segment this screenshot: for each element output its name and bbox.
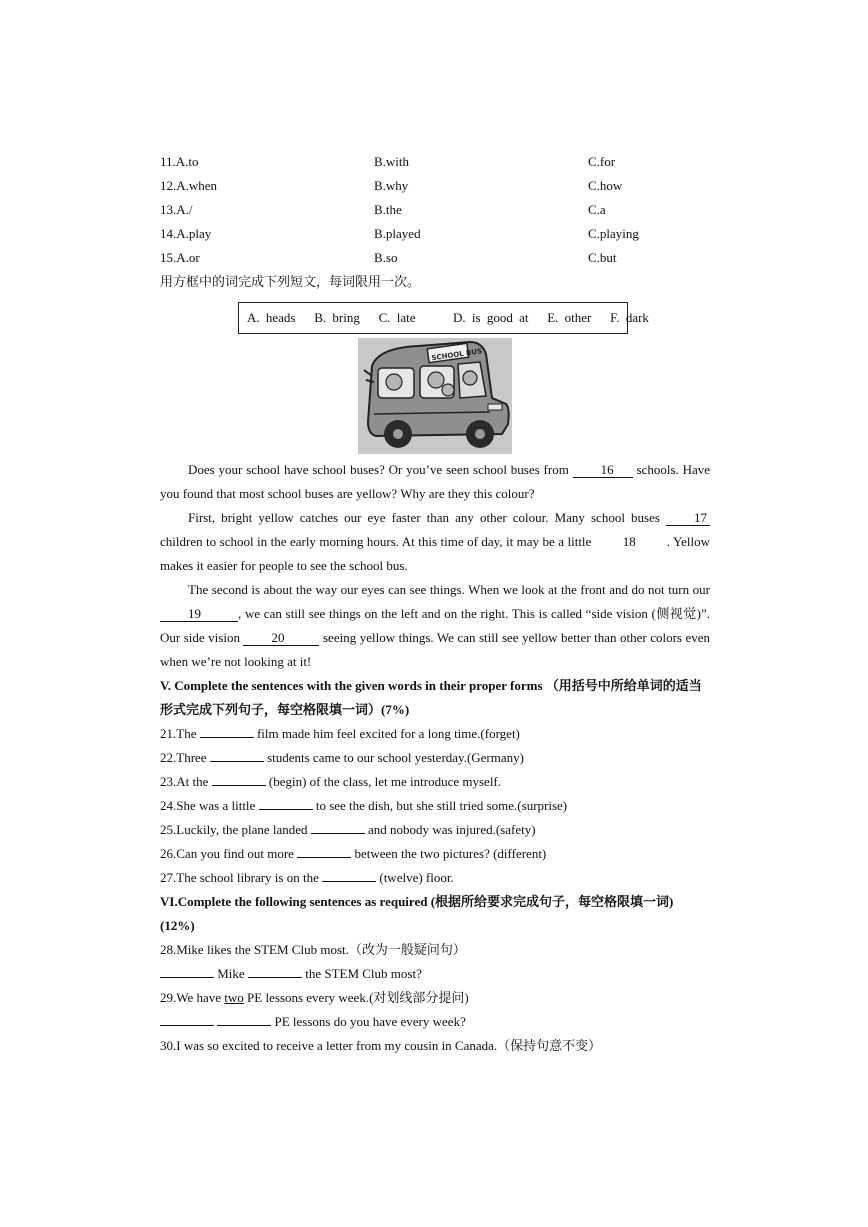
section-6-title-cn: (根据所给要求完成句子，每空格限填一词) (430, 894, 674, 909)
option-12-c: C.how (588, 178, 623, 193)
q21-post: film made him feel excited for a long time.(forget) (256, 726, 520, 741)
school-bus-image (358, 338, 512, 454)
q25-blank[interactable] (311, 833, 365, 834)
section-5-heading (160, 674, 710, 722)
passage-p1-b: schools. Have you found that most school buses are yellow? Why are they this colour? (160, 462, 711, 501)
q27-pre: 27.The school library is on the (160, 870, 319, 885)
passage-p3-a: The second is about the way our eyes can see things. When we look at the front and do not turn our (188, 582, 710, 597)
blank-17[interactable]: 17 (666, 511, 710, 526)
mc-options (160, 150, 710, 270)
question-26 (160, 842, 710, 866)
blank-19[interactable]: 19 (160, 607, 238, 622)
passage-p3-c: seeing yellow things. We can still see yellow better than other colors even when we’re not looking at it! (160, 630, 711, 669)
bus-sign-text: SCHOOL BUS (431, 347, 483, 363)
option-11-b: B.with (374, 154, 410, 169)
question-24 (160, 794, 710, 818)
q29-blank-2[interactable] (217, 1025, 271, 1026)
mc-row-12 (160, 174, 710, 198)
school-bus-illustration (358, 338, 512, 454)
q27-blank[interactable] (322, 881, 376, 882)
worksheet-page (160, 150, 710, 1058)
q23-post: (begin) of the class, let me introduce myself. (268, 774, 502, 789)
passage-p2-b: children to school in the early morning hours. At this time of day, it may be a little (160, 534, 592, 549)
q29-pre: 29.We have (160, 990, 222, 1005)
option-12-b: B.why (374, 178, 409, 193)
option-15-c: C.but (588, 250, 617, 265)
passage-p1-a: Does your school have school buses? Or you’ve seen school buses from (188, 462, 569, 477)
question-21 (160, 722, 710, 746)
q25-post: and nobody was injured.(safety) (368, 822, 536, 837)
mc-row-11 (160, 150, 710, 174)
option-12-a: 12.A.when (160, 178, 218, 193)
q28-blank-2[interactable] (248, 977, 302, 978)
passage-paragraph-3 (160, 578, 710, 674)
q29-blank-1[interactable] (160, 1025, 214, 1026)
q21-blank[interactable] (200, 737, 254, 738)
q23-blank[interactable] (212, 785, 266, 786)
option-11-c: C.for (588, 154, 616, 169)
passage-p3-b: , we can still see things on the left and on the right. This is called “side vision (侧视觉)”. Our side vision (160, 606, 710, 645)
question-23 (160, 770, 710, 794)
question-28-answer (160, 962, 710, 986)
q22-blank[interactable] (210, 761, 264, 762)
q26-pre: 26.Can you find out more (160, 846, 294, 861)
section-6-title-en: VI.Complete the following sentences as required (160, 894, 428, 909)
option-15-a: 15.A.or (160, 250, 200, 265)
question-28: 28.Mike likes the STEM Club most.（改为一般疑问句） (160, 942, 466, 957)
option-15-b: B.so (374, 250, 398, 265)
section-6-percent: (12%) (160, 918, 195, 933)
question-27 (160, 866, 710, 890)
q24-post: to see the dish, but she still tried some.(surprise) (315, 798, 568, 813)
section-5-title-en: V. Complete the sentences with the given words in their proper forms (160, 678, 543, 693)
q21-pre: 21.The (160, 726, 197, 741)
q26-post: between the two pictures? (different) (354, 846, 547, 861)
q29-post: PE lessons every week.(对划线部分提问) (247, 990, 469, 1005)
mc-row-15 (160, 246, 710, 270)
option-14-b: B.played (374, 226, 421, 241)
blank-16[interactable]: 16 (573, 463, 633, 478)
q28-end: the STEM Club most? (305, 966, 422, 981)
fill-instruction: 用方框中的词完成下列短文，每词限用一次。 (160, 274, 421, 289)
option-13-b: B.the (374, 202, 402, 217)
passage-paragraph-2 (160, 506, 710, 578)
question-22 (160, 746, 710, 770)
passage-p2-c: . Yellow makes it easier for people to see the school bus. (160, 534, 710, 573)
q28-mid: Mike (217, 966, 245, 981)
question-29-answer (160, 1010, 710, 1034)
option-14-a: 14.A.play (160, 226, 212, 241)
q22-pre: 22.Three (160, 750, 207, 765)
passage-p2-a: First, bright yellow catches our eye faster than any other colour. Many school buses (188, 510, 660, 525)
q23-pre: 23.At the (160, 774, 209, 789)
option-14-c: C.playing (588, 226, 639, 241)
q24-pre: 24.She was a little (160, 798, 256, 813)
mc-row-13 (160, 198, 710, 222)
section-5-title-cn: （用括号中所给单词的适当形式完成下列句子，每空格限填一词）(7%) (160, 678, 702, 717)
q22-post: students came to our school yesterday.(Germany) (267, 750, 524, 765)
passage-paragraph-1 (160, 458, 710, 506)
word-box: A. heads B. bring C. late D. is good at E. other F. dark (238, 302, 628, 334)
blank-20[interactable]: 20 (243, 631, 319, 646)
q27-post: (twelve) floor. (379, 870, 454, 885)
mc-row-14 (160, 222, 710, 246)
option-13-a: 13.A./ (160, 202, 193, 217)
q24-blank[interactable] (259, 809, 313, 810)
question-29 (160, 986, 710, 1010)
q29-underlined-word: two (224, 990, 244, 1005)
option-11-a: 11.A.to (160, 154, 199, 169)
q26-blank[interactable] (297, 857, 351, 858)
q28-blank-1[interactable] (160, 977, 214, 978)
option-13-c: C.a (588, 202, 606, 217)
question-30: 30.I was so excited to receive a letter from my cousin in Canada.（保持句意不变） (160, 1038, 602, 1053)
blank-18[interactable]: 18 (622, 534, 636, 549)
q25-pre: 25.Luckily, the plane landed (160, 822, 308, 837)
question-25 (160, 818, 710, 842)
section-6-heading (160, 890, 710, 914)
q29-end: PE lessons do you have every week? (274, 1014, 466, 1029)
